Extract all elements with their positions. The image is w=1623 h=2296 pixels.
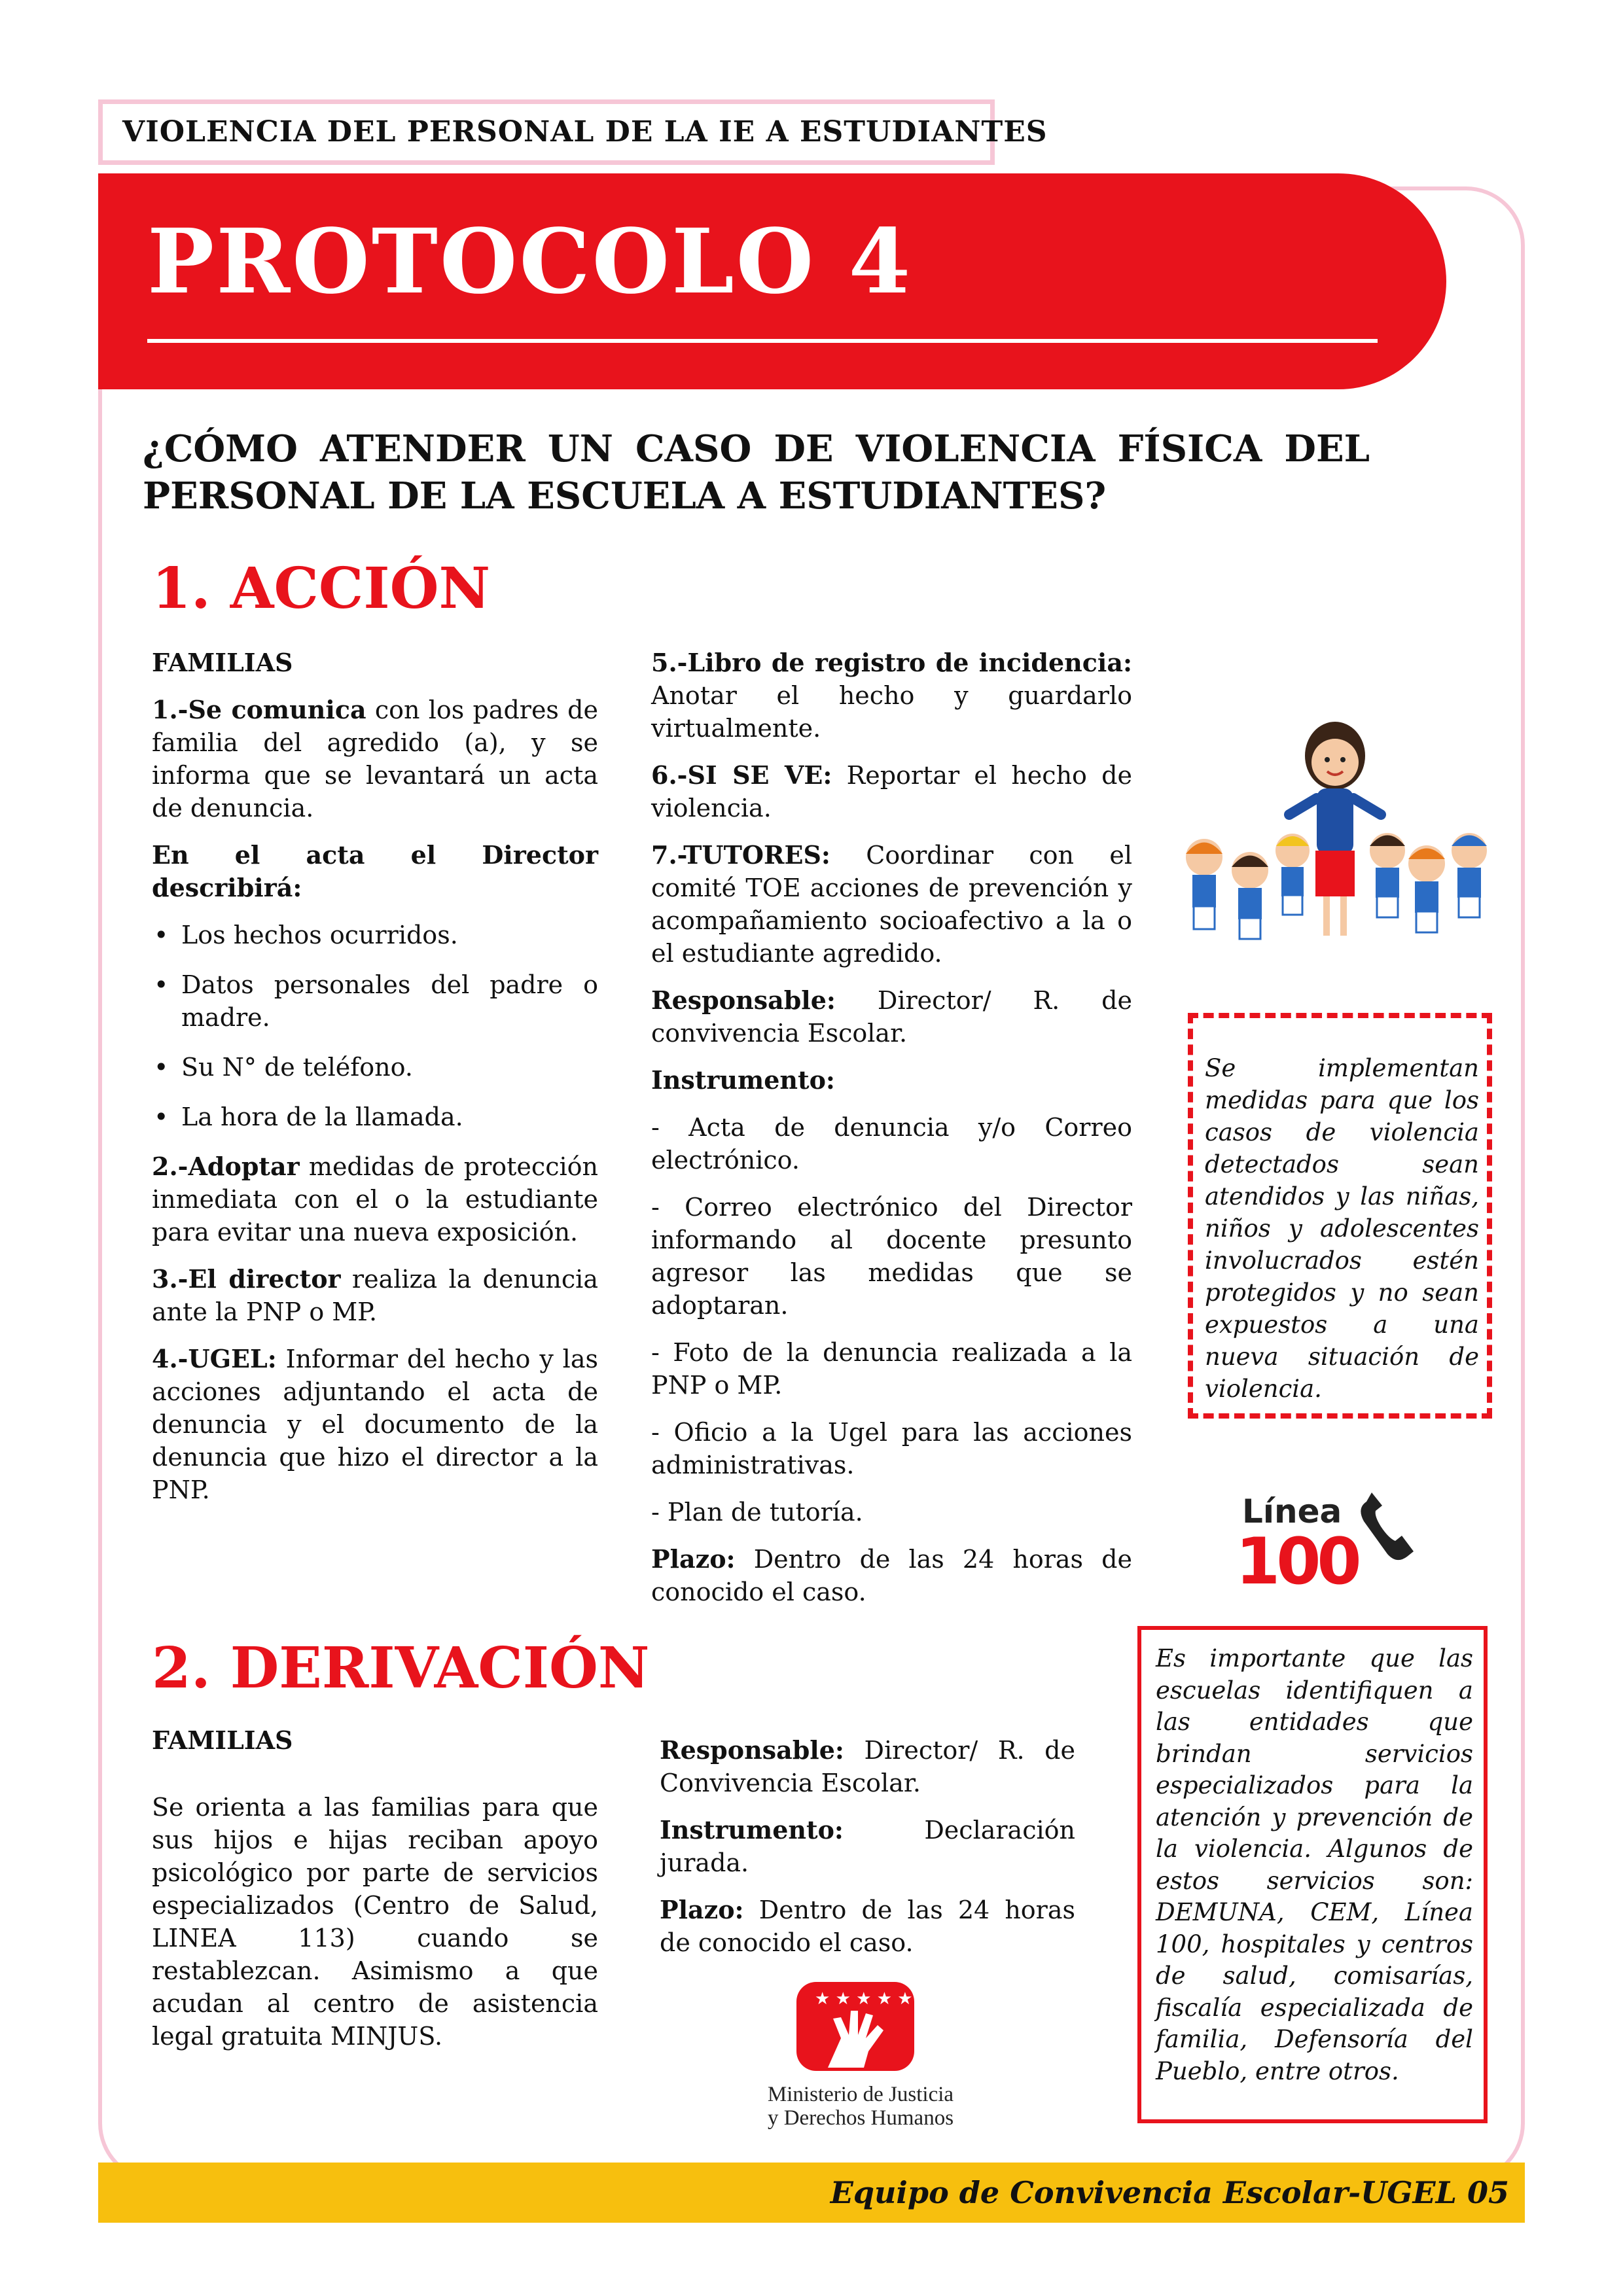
instrumento-label: Instrumento: — [651, 1065, 835, 1095]
minjus-name-line-1: Ministerio de Justicia — [767, 2083, 954, 2106]
step-4: 4.-UGEL: Informar del hecho y las acciones adjuntando el acta de denuncia y el documento de la denuncia que hizo el director a la PNP. — [152, 1344, 598, 1504]
minjus-logo — [749, 1979, 972, 2130]
phone-icon — [1361, 1492, 1414, 1560]
instrumento-item: - Correo electrónico del Director informando al docente presunto agresor las medidas que se adoptaran. — [651, 1193, 1132, 1320]
plazo: Plazo: Dentro de las 24 horas de conocido el caso. — [651, 1544, 1132, 1606]
teacher-children-illustration — [1171, 716, 1499, 959]
responsable: Responsable: Director/ R. de convivencia Escolar. — [651, 985, 1132, 1048]
familias-label: FAMILIAS — [152, 1725, 293, 1755]
page-title: PROTOCOLO 4 — [147, 209, 913, 314]
acta-list — [152, 919, 598, 1133]
note-box-implementation: Se implementan medidas para que los casos de violencia detectados sean atendidos y las niñas, niños y adolescentes involucrados estén protegidos y no sean expuestos a una nueva situación de violencia. — [1188, 1013, 1492, 1419]
step-1: 1.-Se comunica con los padres de familia del agredido (a), y se informa que se levantará un acta de denuncia. — [152, 695, 598, 822]
section-accion-heading: 1. ACCIÓN — [152, 556, 491, 622]
question-line-2: PERSONAL DE LA ESCUELA A ESTUDIANTES? — [143, 474, 1107, 518]
title-underline — [147, 339, 1378, 343]
step-3: 3.-El director realiza la denuncia ante la PNP o MP. — [152, 1264, 598, 1326]
minjus-emblem — [749, 1979, 972, 2077]
step-2: 2.-Adoptar medidas de protección inmediata con el o la estudiante para evitar una nueva exposición. — [152, 1152, 598, 1246]
list-item: • Los hechos ocurridos. — [181, 919, 598, 951]
accion-left-column — [152, 646, 598, 1521]
list-item: • Datos personales del padre o madre. — [181, 968, 598, 1034]
plazo: Plazo: Dentro de las 24 horas de conocido el caso. — [660, 1895, 1075, 1957]
step-5: 5.-Libro de registro de incidencia: Anotar el hecho y guardarlo virtualmente. — [651, 648, 1132, 743]
note-box-entities: Es importante que las escuelas identifiquen a las entidades que brindan servicios especializados para la atención y prevención de la violencia. Algunos de estos servicios son: DEMUNA, CEM, Línea 100, hospitales y centros de salud, comisarías, fiscalía especializada de familia, Defensoría del Pueblo, entre otros. — [1137, 1626, 1488, 2123]
minjus-name-line-2: y Derechos Humanos — [767, 2106, 954, 2130]
derivacion-right-column — [660, 1734, 1075, 1973]
list-item: • Su N° de teléfono. — [181, 1051, 598, 1084]
linea-number: 100 — [1236, 1525, 1358, 1593]
acta-heading: En el acta el Director describirá: — [152, 840, 598, 902]
responsable: Responsable: Director/ R. de Convivencia Escolar. — [660, 1735, 1075, 1797]
familias-label: FAMILIAS — [152, 648, 293, 677]
derivacion-text: Se orienta a las familias para que sus hijos e hijas reciban apoyo psicológico por parte de servicios especializados (Centro de Salud, LINEA 113) cuando se restablezcan. Asimismo a que acudan al centro de asistencia legal gratuita MINJUS. — [152, 1793, 598, 2051]
main-question — [143, 425, 1370, 520]
accion-right-column — [651, 646, 1132, 1623]
linea-word: Línea — [1242, 1492, 1342, 1530]
linea-100-logo — [1236, 1489, 1432, 1593]
instrumento-item: - Acta de denuncia y/o Correo electrónico. — [651, 1113, 1132, 1174]
instrumento-item: - Plan de tutoría. — [651, 1498, 863, 1527]
section-derivacion-heading: 2. DERIVACIÓN — [152, 1635, 650, 1701]
instrumento-item: - Foto de la denuncia realizada a la PNP o MP. — [651, 1338, 1132, 1400]
question-line-1: ¿CÓMO ATENDER UN CASO DE VIOLENCIA FÍSICA DEL — [143, 427, 1370, 470]
list-item: • La hora de la llamada. — [181, 1101, 598, 1133]
instrumento-item: - Oficio a la Ugel para las acciones administrativas. — [651, 1418, 1132, 1479]
derivacion-left-column — [152, 1724, 598, 2067]
step-6: 6.-SI SE VE: Reportar el hecho de violencia. — [651, 760, 1132, 822]
step-7: 7.-TUTORES: Coordinar con el comité TOE acciones de prevención y acompañamiento socioafectivo a la o el estudiante agredido. — [651, 840, 1132, 968]
svg-text:★ ★ ★ ★ ★: ★ ★ ★ ★ ★ — [815, 1989, 913, 2009]
footer-bar — [98, 2163, 1525, 2223]
instrumento: Instrumento: Declaración jurada. — [660, 1815, 1075, 1877]
category-label: VIOLENCIA DEL PERSONAL DE LA IE A ESTUDIANTES — [98, 99, 995, 165]
footer-text: Equipo de Convivencia Escolar-UGEL 05 — [830, 2175, 1509, 2210]
